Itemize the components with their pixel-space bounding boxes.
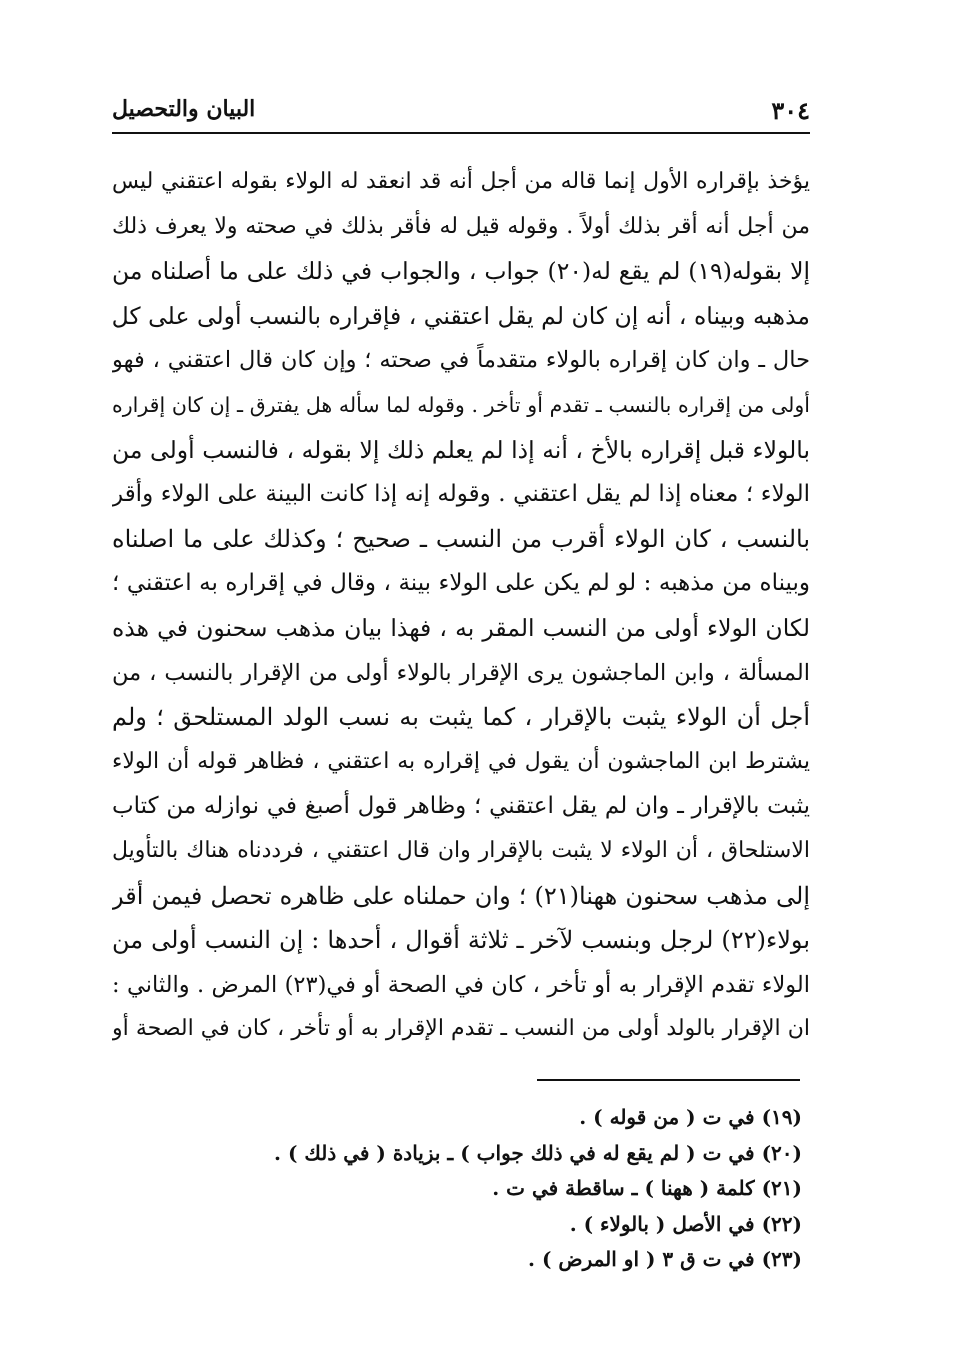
page-header: [112, 88, 810, 128]
page-number: ٣٠٤: [771, 96, 810, 125]
text-line: بالنسب ، كان الولاء أقرب من النسب ـ صحيح ؛ وكذلك على ما اصلناه: [112, 524, 810, 553]
text-line: أولى من إقراره بالنسب ـ تقدم أو تأخر . وقوله لما سأله هل يفترق ـ إن كان إقراره: [112, 392, 810, 417]
footnote: (٢٠) في ت ( لم يقع له في ذلك جواب ) ـ بزيادة ( في ذلك ) .: [274, 1140, 802, 1165]
text-line: يؤخذ بإقراره الأول إنما قاله من أجل أنه قد انعقد له الولاء بقوله اعتقني ليس: [112, 169, 810, 194]
footnotes: [112, 1100, 802, 1278]
text-line: لكان الولاء أولى من النسب المقر به ، فهذا بيان مذهب سحنون في هذه: [112, 613, 810, 642]
text-line: الولاء ؛ معناه إذا لم يقل اعتقني . وقوله إنه إذا كانت البينة على الولاء وأقر: [112, 481, 810, 508]
running-title: البيان والتحصيل: [112, 96, 256, 122]
text-line: إلا بقوله(١٩) لم يقع له(٢٠) جواب ، والجواب في ذلك على ما أصلناه من: [112, 257, 810, 286]
text-line: إلى مذهب سحنون ههنا(٢١) ؛ وان حملناه على ظاهره تحصل فيمن أقر: [112, 881, 810, 910]
text-line: يثبت بالإقرار ـ وان لم يقل اعتقني ؛ وظاهر قول أصبغ في نوازله من كتاب: [112, 793, 810, 820]
footnote: (٢٣) في ت ق ٣ ( او المرض ) .: [528, 1247, 802, 1271]
text-line: المسألة ، وابن الماجشون يرى الإقرار بالولاء أولى من الإقرار بالنسب ، من: [112, 659, 810, 686]
header-divider: [112, 132, 810, 134]
text-line: بولاء(٢٢) لرجل وبنسب لآخر ـ ثلاثة أقوال ، أحدها : إن النسب أولى من: [112, 926, 810, 955]
text-line: أجل أن الولاء يثبت بالإقرار ، كما يثبت به نسب الولد المستلحق ؛ ولم: [112, 703, 810, 732]
main-text: [112, 160, 810, 1052]
text-line: الاستلحاق ، أن الولاء لا يثبت بالإقرار وان قال اعتقني ، فرددناه هناك بالتأويل: [112, 837, 810, 863]
text-line: وبيناه من مذهبه : لو لم يكن على الولاء بينة ، وقال في إقراره به اعتقني ؛: [112, 570, 810, 597]
footnote: (٢١) كلمة ( ههنا ) ـ ساقطة في ت .: [492, 1176, 802, 1200]
footnote: (١٩) في ت ( من قوله ) .: [579, 1105, 802, 1129]
text-line: الولاء تقدم الإقرار به أو تأخر ، كان في الصحة أو في(٢٣) المرض . والثاني :: [112, 971, 810, 998]
footnote: (٢٢) في الأصل ( بالولاء ) .: [569, 1211, 802, 1236]
footnote-divider: [537, 1079, 800, 1081]
text-line: يشترط ابن الماجشون أن يقول في إقراره به اعتقني ، فظاهر قوله أن الولاء: [112, 748, 810, 774]
text-line: بالولاء قبل إقراره بالأخ ، أنه إذا لم يعلم ذلك إلا بقوله ، فالنسب أولى من: [112, 435, 810, 464]
text-line: ان الإقرار بالولد أولى من النسب ـ تقدم الإقرار به أو تأخر ، كان في الصحة أو: [112, 1016, 810, 1042]
text-line: من أجل أنه أقر بذلك أولاً . وقوله قيل له فأقر بذلك في صحته ولا يعرف ذلك: [112, 213, 810, 239]
text-line: حال ـ وان كان إقراره بالولاء متقدماً في صحته ؛ وإن كان قال اعتقني ، فهو: [112, 347, 810, 374]
text-line: مذهبه وبيناه ، أنه إن كان لم يقل اعتقني ، فإقراره بالنسب أولى على كل: [112, 301, 810, 330]
